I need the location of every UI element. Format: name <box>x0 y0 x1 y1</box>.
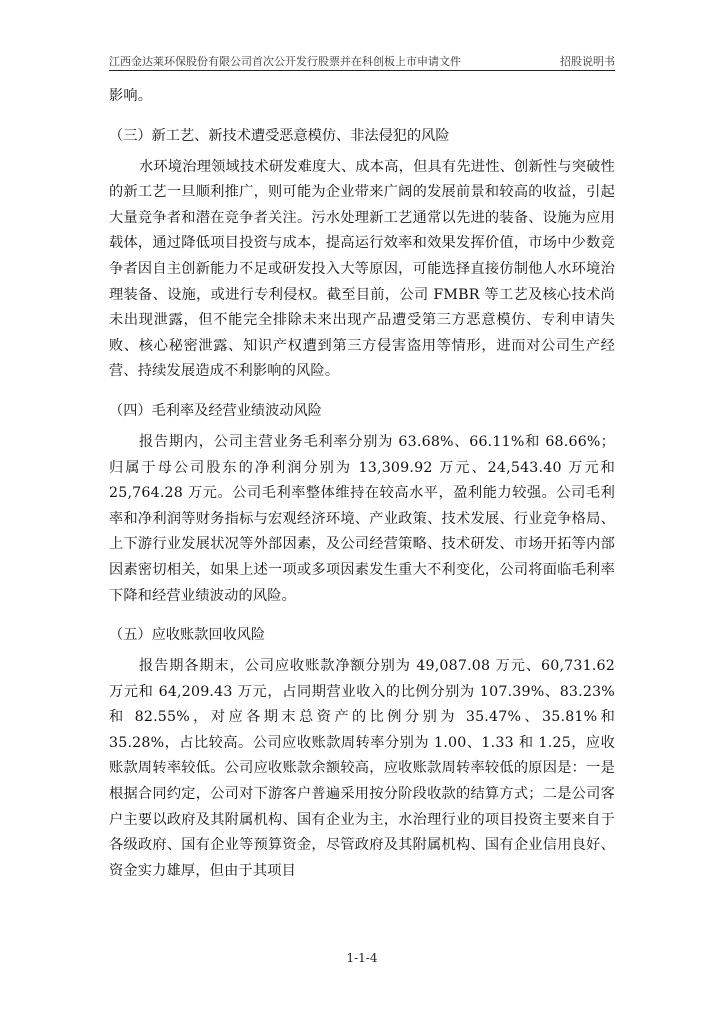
section-heading-5: （五）应收账款回收风险 <box>109 627 266 644</box>
section-heading-3: （三）新工艺、新技术遭受恶意模仿、非法侵犯的风险 <box>109 127 450 144</box>
section-4-paragraph: 报告期内，公司主营业务毛利率分别为 63.68%、66.11%和 68.66%；归属于母公司股东的净利润分别为 13,309.92 万元、24,543.40 万元和 25,764.28 万元。公司毛利率整体维持在较高水平，盈利能力较强。公司毛利率和净利润等财务指标与宏观经济环境、产业政策、技术发展、行业竞争格局、上下游行业发展状况等外部因素，及公司经营策略、技术研发、市场开拓等内部因素密切相关，如果上述一项或多项因素发生重大不利变化，公司将面临毛利率下降和经营业绩波动的风险。 <box>109 433 615 604</box>
section-heading-4: （四）毛利率及经营业绩波动风险 <box>109 402 322 419</box>
page-body <box>109 84 615 884</box>
page-number: 1-1-4 <box>346 951 378 965</box>
section-5-paragraph: 报告期各期末，公司应收账款净额分别为 49,087.08 万元、60,731.62 万元和 64,209.43 万元，占同期营业收入的比例分别为 107.39%、83.23%和 82.55%，对应各期末总资产的比例分别为 35.47%、35.81%和 35.28%，占比较高。公司应收账款周转率分别为 1.00、1.33 和 1.25，应收账款周转率较低。公司应收账款余额较高，应收账款周转率较低的原因是：一是根据合同约定，公司对下游客户普遍采用按分阶段收款的结算方式；二是公司客户主要以政府及其附属机构、国有企业为主，水治理行业的项目投资主要来自于各级政府、国有企业等预算资金，尽管政府及其附属机构、国有企业信用良好、资金实力雄厚，但由于其项目 <box>109 658 615 879</box>
header-document-type: 招股说明书 <box>560 55 615 68</box>
header-document-title: 江西金达莱环保股份有限公司首次公开发行股票并在科创板上市申请文件 <box>109 55 461 68</box>
section-3-paragraph: 水环境治理领域技术研发难度大、成本高，但具有先进性、创新性与突破性的新工艺一旦顺利推广，则可能为企业带来广阔的发展前景和较高的收益，引起大量竞争者和潜在竞争者关注。污水处理新工艺通常以先进的装备、设施为应用载体，通过降低项目投资与成本，提高运行效率和效果发挥价值，市场中少数竞争者因自主创新能力不足或研发投入大等原因，可能选择直接仿制他人水环境治理装备、设施，或进行专利侵权。截至目前，公司 FMBR 等工艺及核心技术尚未出现泄露，但不能完全排除未来出现产品遭受第三方恶意模仿、专利申请失败、核心秘密泄露、知识产权遭到第三方侵害盗用等情形，进而对公司生产经营、持续发展造成不利影响的风险。 <box>109 158 615 380</box>
page-header <box>109 52 615 71</box>
continuation-text: 影响。 <box>109 88 153 104</box>
